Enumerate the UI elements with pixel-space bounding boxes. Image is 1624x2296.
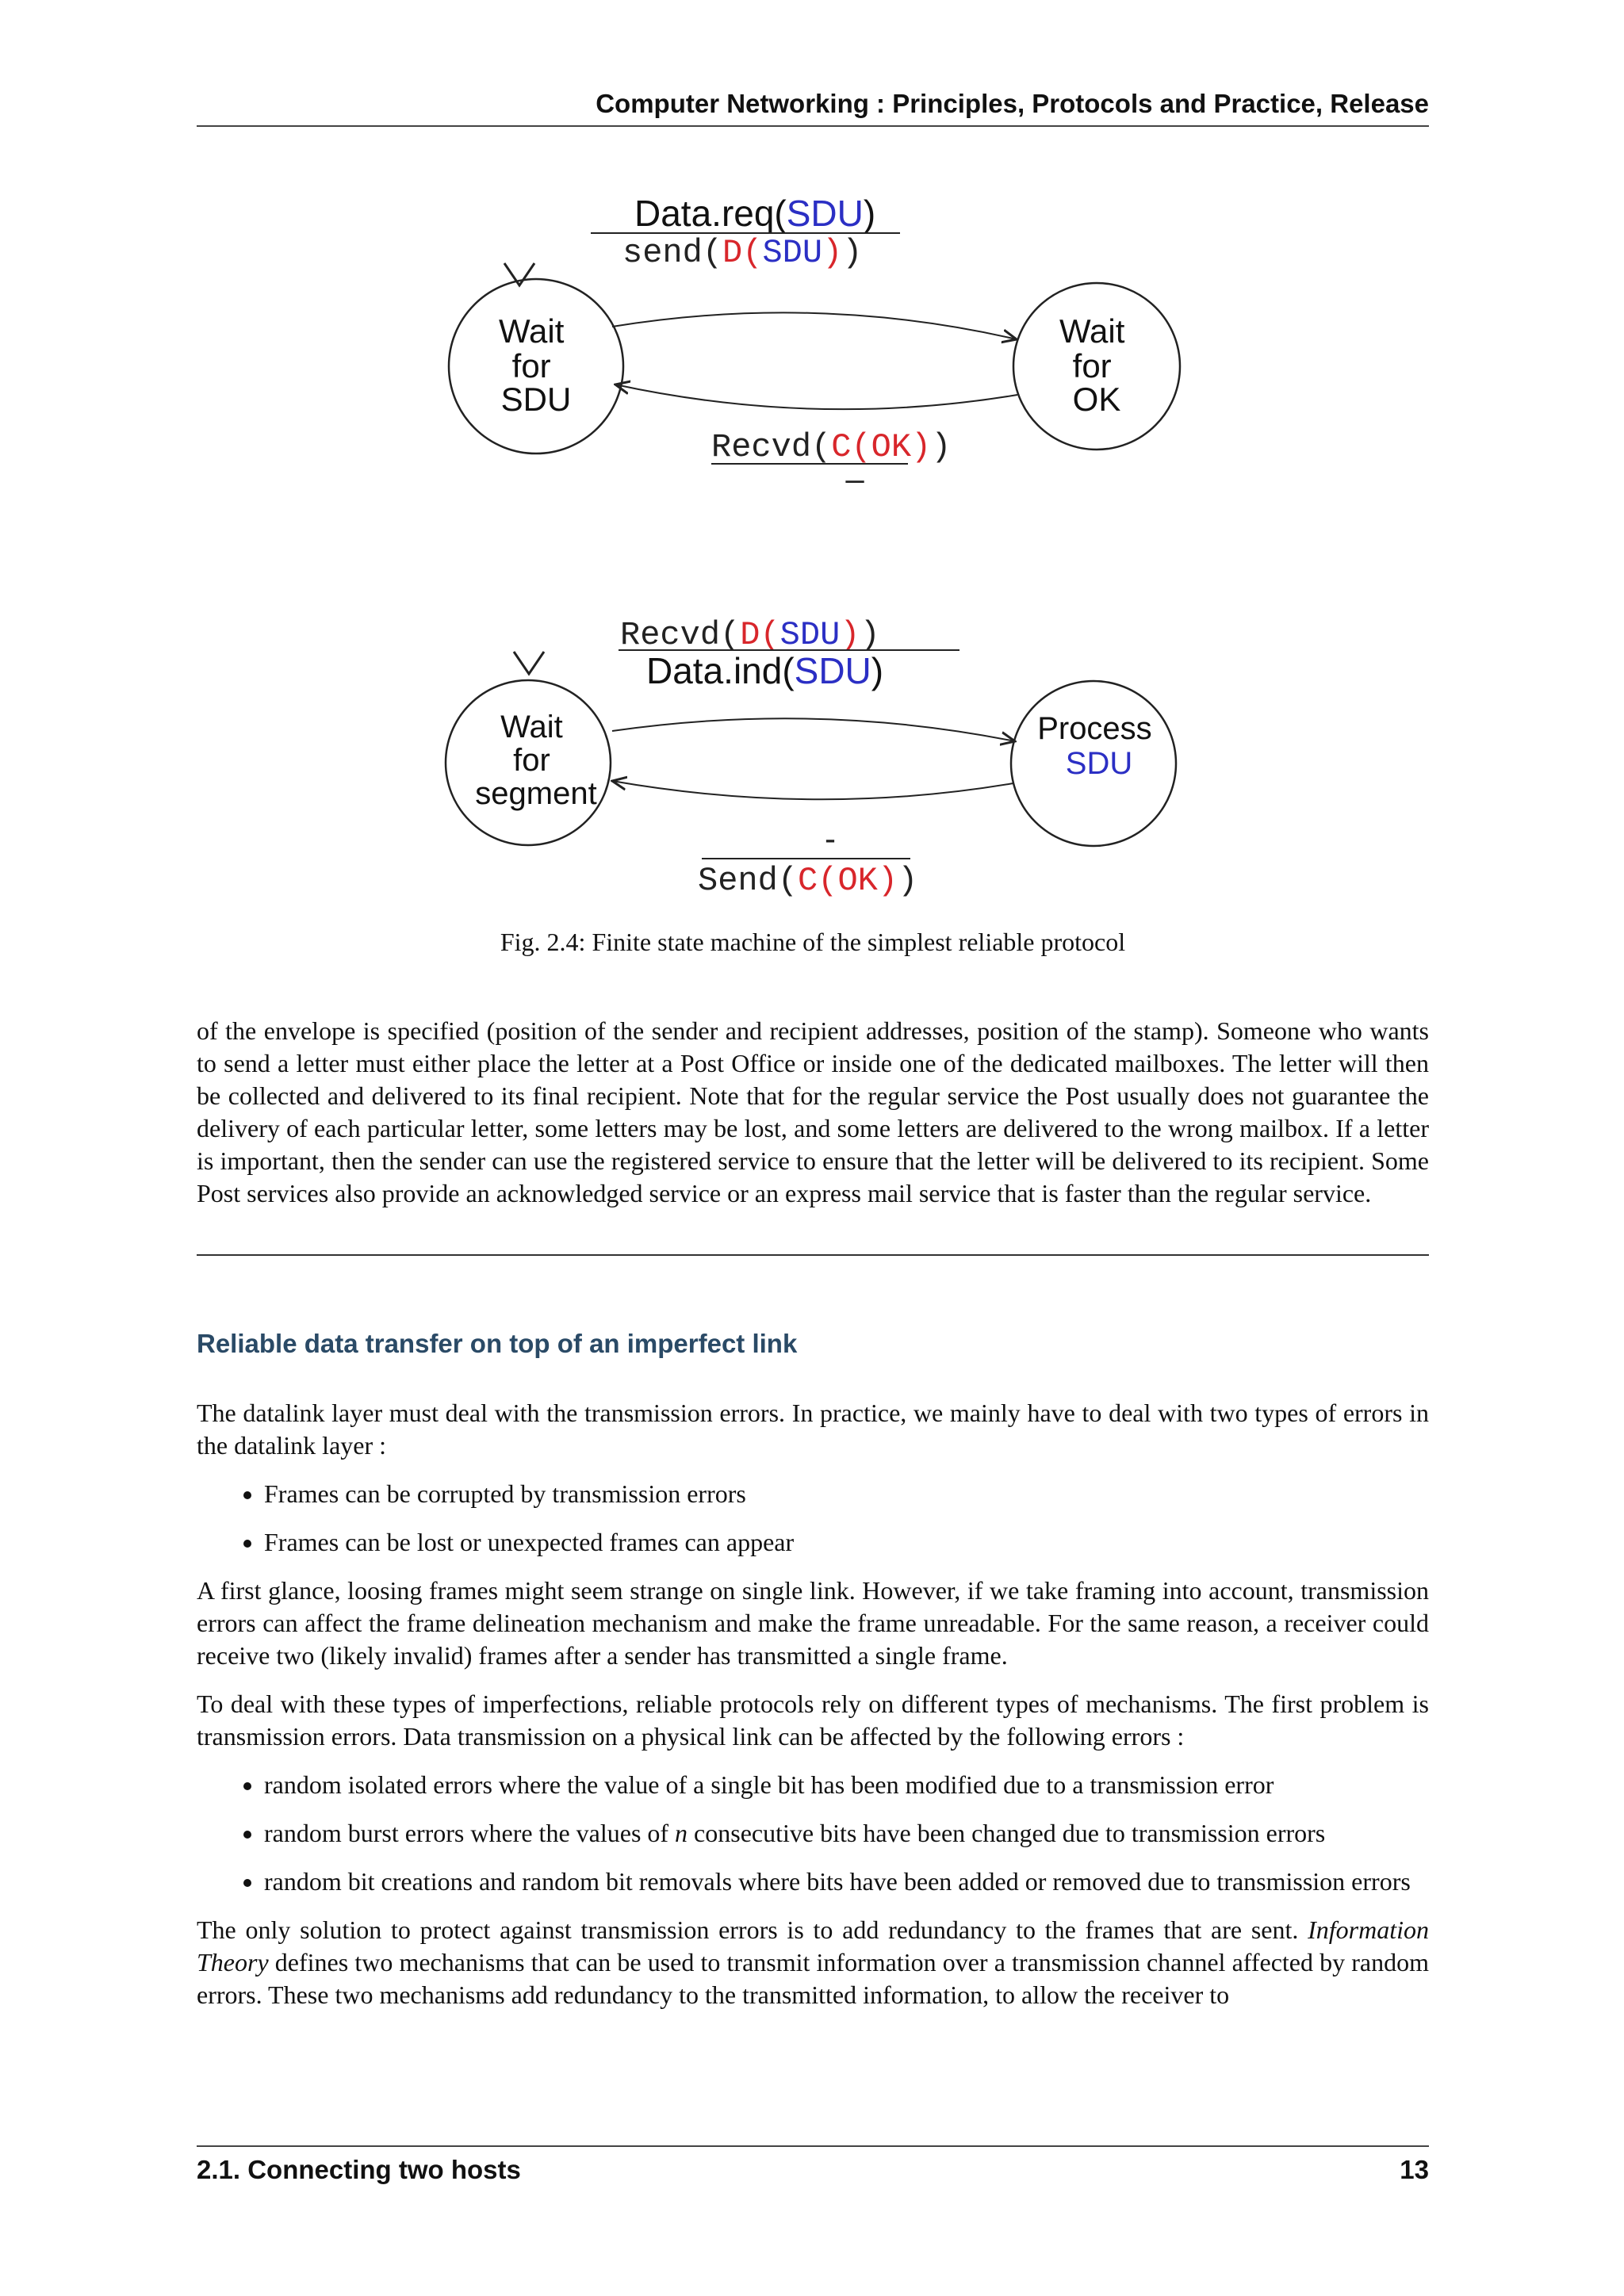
transition-deliver — [612, 718, 1015, 741]
list-item: • random isolated errors where the value of a single bit has been modified due to a transmission error — [264, 1769, 1429, 1801]
receiver-bottom-event: - — [825, 820, 836, 857]
transition-ack — [615, 385, 1017, 409]
envelope-paragraph-block — [197, 1015, 1429, 1226]
section-divider — [197, 1254, 1429, 1256]
list-item: • Frames can be lost or unexpected frames can appear — [264, 1526, 1429, 1559]
state-wait-for-ok-label: Wait for OK — [1059, 312, 1125, 418]
receiver-action-label: Data.ind(SDU) — [646, 650, 884, 691]
information-theory-link: Information Theory — [197, 1915, 1429, 1976]
initial-state-marker-receiver — [514, 652, 544, 674]
state-wait-for-segment-label: Wait for segment — [475, 710, 597, 811]
main-text-block — [197, 1397, 1429, 2027]
paragraph-framing: A first glance, loosing frames might seem strange on single link. However, if we take framing into account, transmission errors can affect the frame delineation mechanism and make the frame unreadable. For the same reason, a receiver could receive two (likely invalid) frames after a sender has transmitted a single frame. — [197, 1576, 1429, 1670]
running-header: Computer Networking : Principles, Protocols and Practice, Release — [197, 89, 1429, 127]
page-number: 13 — [1400, 2155, 1429, 2184]
initial-state-marker — [504, 263, 534, 285]
footer-section: 2.1. Connecting two hosts — [197, 2155, 521, 2184]
sender-fsm — [449, 193, 1180, 497]
figure-caption: Fig. 2.4: Finite state machine of the simplest reliable protocol — [500, 928, 1126, 956]
page-footer — [197, 2145, 1429, 2185]
list-item: • Frames can be corrupted by transmission errors — [264, 1478, 1429, 1510]
receiver-fsm — [446, 616, 1176, 900]
list-item: • random bit creations and random bit removals where bits have been added or removed due to transmission errors — [264, 1866, 1429, 1898]
paragraph-mechanisms: To deal with these types of imperfections, reliable protocols rely on different types of mechanisms. The first problem is transmission errors. Data transmission on a physical link can be affected by the following errors : — [197, 1689, 1429, 1751]
section-heading: Reliable data transfer on top of an imperfect link — [197, 1329, 798, 1358]
receiver-event-label: Recvd(D(SDU)) — [620, 616, 880, 654]
paragraph-redundancy: The only solution to protect against transmission errors is to add redundancy to the frames that are sent. Information Theory defines two mechanisms that can be used to transmit information over a transmission channel affected by random errors. These two mechanisms add redundancy to the transmitted information, to allow the receiver to — [197, 1915, 1429, 2009]
transition-send-ok — [612, 781, 1013, 799]
sender-action-label: send(D(SDU)) — [622, 234, 863, 272]
list-item: • random burst errors where the values of n consecutive bits have been changed due to transmission errors — [264, 1817, 1429, 1850]
error-types-list — [197, 1478, 1429, 1559]
state-wait-for-sdu-label: Wait for SDU — [498, 312, 572, 418]
sender-bottom-action: – — [845, 460, 864, 497]
transition-send — [612, 312, 1017, 339]
sender-event-label: Data.req(SDU) — [634, 193, 876, 234]
transmission-errors-list — [197, 1769, 1429, 1898]
receiver-bottom-action: Send(C(OK)) — [698, 862, 918, 900]
fsm-figure — [0, 0, 1624, 920]
paragraph-datalink-errors: The datalink layer must deal with the transmission errors. In practice, we mainly have to deal with two types of errors in the datalink layer : — [197, 1399, 1429, 1460]
state-process-sdu-label: Process SDU — [1037, 711, 1152, 781]
sender-bottom-event: Recvd(C(OK)) — [711, 428, 952, 466]
paragraph-envelope: of the envelope is specified (position of the sender and recipient addresses, position of the stamp). Someone who wants to send a letter must either place the letter at a Post Office or inside one of the dedicated mailboxes. The letter will then be collected and delivered to its final recipient. Note that for the regular service the Post usually does not guarantee the delivery of each particular letter, some letters may be lost, and some letters are delivered to the wrong mailbox. If a letter is important, then the sender can use the registered service to ensure that the letter will be delivered to its recipient. Some Post services also provide an acknowledged service or an express mail service that is faster than the regular service. — [197, 1016, 1429, 1207]
